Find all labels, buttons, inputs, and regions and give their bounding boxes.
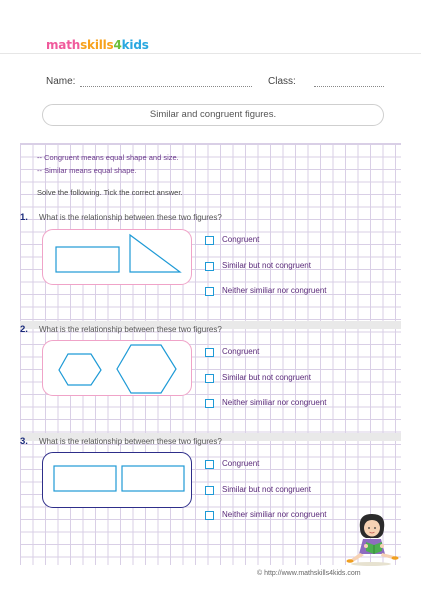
question-text: What is the relationship between these two figures?: [39, 325, 222, 334]
question-number: 1.: [20, 212, 28, 223]
checkbox[interactable]: [205, 262, 214, 271]
checkbox[interactable]: [205, 348, 214, 357]
rectangle-figure: [122, 466, 184, 491]
figure-box: [42, 340, 192, 396]
figures-drawing: [43, 341, 193, 397]
figures-drawing: [43, 453, 193, 509]
class-field[interactable]: [314, 86, 384, 87]
checkbox[interactable]: [205, 399, 214, 408]
checkbox[interactable]: [205, 460, 214, 469]
worksheet-title: Similar and congruent figures.: [42, 104, 384, 126]
checkbox[interactable]: [205, 486, 214, 495]
class-label: Class:: [268, 76, 296, 87]
note-similar: -- Similar means equal shape.: [37, 166, 137, 175]
figure-box: [42, 452, 192, 508]
instructions: Solve the following. Tick the correct answer.: [37, 188, 183, 197]
question-text: What is the relationship between these two figures?: [39, 213, 222, 222]
figure-box: [42, 229, 192, 285]
footer-credit: © http://www.mathskills4kids.com: [257, 570, 361, 577]
large-hexagon-figure: [117, 345, 176, 393]
small-hexagon-figure: [59, 354, 101, 385]
right-triangle-figure: [130, 235, 180, 272]
worksheet-page: mathskills4kids Name: Class: Similar and congruent figures. -- Congruent means equal shape and size. -- Similar means equal shape. Solve the following. Tick the correct answer. 1. What is the relationship between these two figures? Congruent Similar but not congruent Neither similiar nor congruent 2. What is the relationship between these two figures? Congruent Similar but not congruent Neither similiar nor congruent 3. What is the relationship between these two figures? Congruent Similar but not congruent Neither similiar nor congruent © http://www.mathskills4kids.com: [0, 0, 421, 595]
figures-drawing: [43, 230, 193, 286]
checkbox[interactable]: [205, 374, 214, 383]
site-logo: mathskills4kids: [46, 38, 149, 52]
note-congruent: -- Congruent means equal shape and size.: [37, 153, 179, 162]
checkbox[interactable]: [205, 236, 214, 245]
name-field[interactable]: [80, 86, 252, 87]
rectangle-figure: [54, 466, 116, 491]
checkbox[interactable]: [205, 511, 214, 520]
girl-reading-illustration: [344, 512, 404, 566]
name-label: Name:: [46, 76, 76, 87]
question-number: 3.: [20, 436, 28, 447]
checkbox[interactable]: [205, 287, 214, 296]
question-number: 2.: [20, 324, 28, 335]
question-text: What is the relationship between these two figures?: [39, 437, 222, 446]
rectangle-figure: [56, 247, 119, 272]
header-divider: [0, 53, 421, 54]
